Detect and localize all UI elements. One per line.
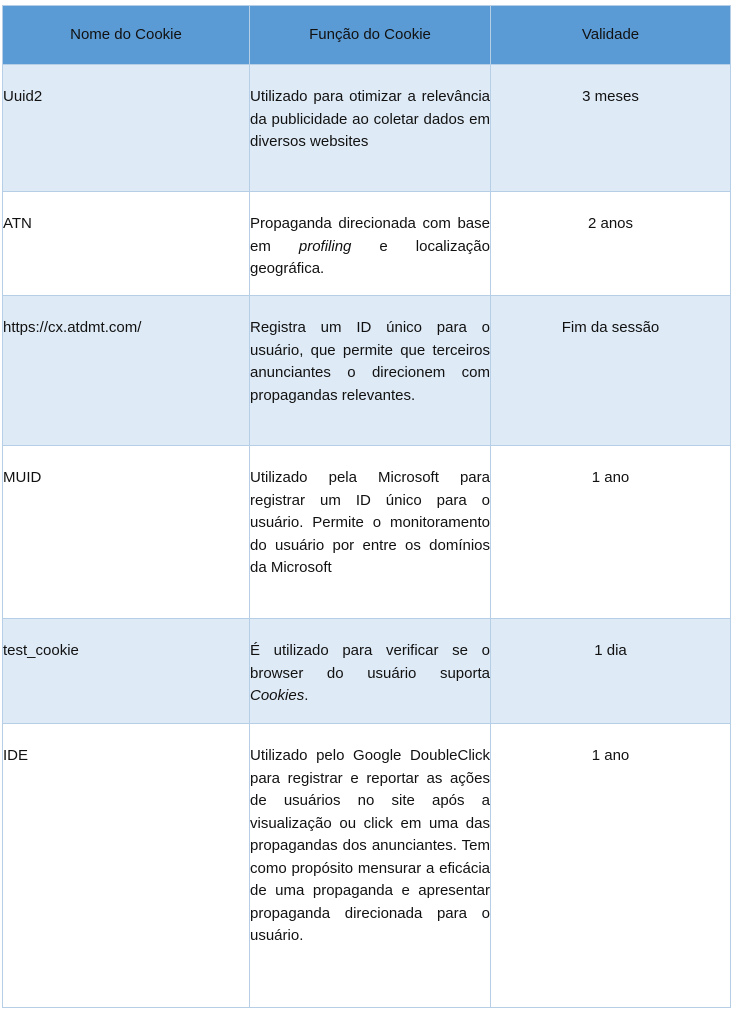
header-validity: Validade xyxy=(491,6,731,65)
cookie-name-cell: Uuid2 xyxy=(3,65,250,192)
table-row xyxy=(3,296,731,446)
cookie-validity-cell: 3 meses xyxy=(491,65,731,192)
cookie-function-cell xyxy=(250,192,491,296)
function-text: e localização geográfica. xyxy=(250,237,490,277)
cookie-validity-cell: 1 ano xyxy=(491,724,731,1008)
cookie-name-cell: IDE xyxy=(3,724,250,1008)
cookie-function-cell: Utilizado pelo Google DoubleClick para registrar e reportar as ações de usuários no site após a visualização ou click em uma das propagandas dos anunciantes. Tem como propósito mensurar a eficácia de uma propaganda e apresentar propaganda direcionada para o usuário. xyxy=(250,724,491,1008)
table-row xyxy=(3,446,731,619)
table-row xyxy=(3,724,731,1008)
header-cookie-function: Função do Cookie xyxy=(250,6,491,65)
cookie-name-cell: https://cx.atdmt.com/ xyxy=(3,296,250,446)
function-italic-text: profiling xyxy=(298,237,352,255)
cookie-function-cell xyxy=(250,619,491,724)
function-text: . xyxy=(304,687,309,704)
cookie-validity-cell: 1 dia xyxy=(491,619,731,724)
cookies-table xyxy=(2,5,731,1008)
table-row xyxy=(3,619,731,724)
cookie-name-cell: test_cookie xyxy=(3,619,250,724)
cookie-function-cell: Registra um ID único para o usuário, que permite que terceiros anunciantes o direcionem com propagandas relevantes. xyxy=(250,296,491,446)
cookie-function-cell: Utilizado para otimizar a relevância da publicidade ao coletar dados em diversos websites xyxy=(250,65,491,192)
cookie-validity-cell: Fim da sessão xyxy=(491,296,731,446)
function-italic-text: Cookies xyxy=(250,687,305,704)
cookie-validity-cell: 2 anos xyxy=(491,192,731,296)
cookie-name-cell: ATN xyxy=(3,192,250,296)
header-row xyxy=(3,6,731,65)
function-text: Propaganda direcionada com base em xyxy=(250,215,490,255)
cookie-validity-cell: 1 ano xyxy=(491,446,731,619)
cookie-name-cell: MUID xyxy=(3,446,250,619)
table-row xyxy=(3,65,731,192)
table-body xyxy=(3,65,731,1008)
table-row xyxy=(3,192,731,296)
table-header xyxy=(3,6,731,65)
header-cookie-name: Nome do Cookie xyxy=(3,6,250,65)
function-text: É utilizado para verificar se o browser do usuário suporta xyxy=(250,642,490,682)
cookie-function-cell: Utilizado pela Microsoft para registrar um ID único para o usuário. Permite o monitoramento do usuário por entre os domínios da Microsoft xyxy=(250,446,491,619)
